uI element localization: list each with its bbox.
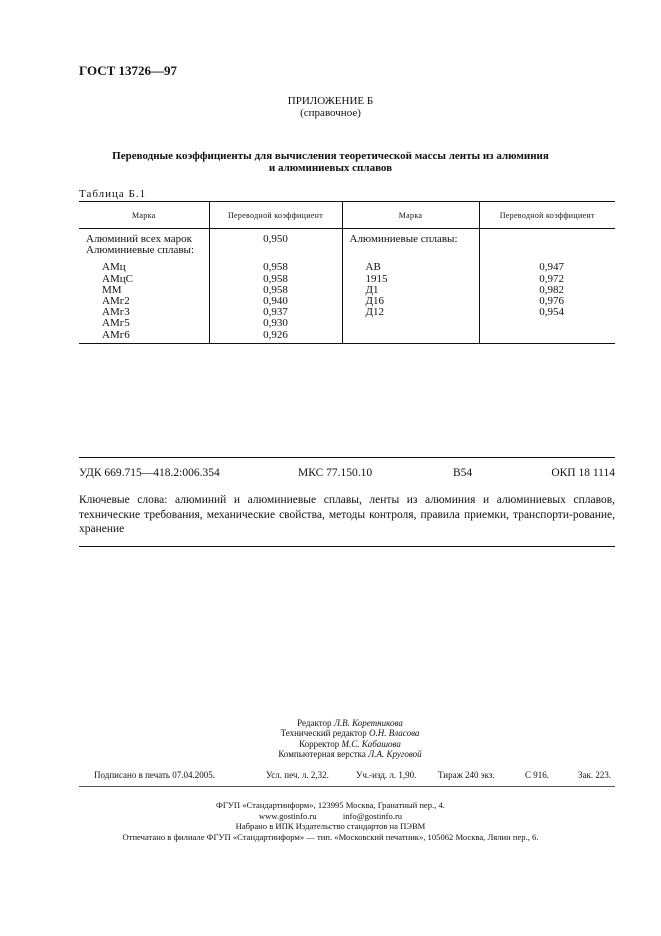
header-coef-right: Переводной коэффициент	[479, 202, 615, 229]
print-run: Тираж 240 экз.	[438, 770, 495, 780]
credit-proofreader: Корректор М.С. Кабашова	[299, 738, 401, 749]
grade-d12: Д12	[365, 306, 385, 319]
grade-amtss: АМцС	[102, 272, 133, 285]
category-code: В54	[453, 467, 473, 479]
publisher-footer	[0, 800, 661, 842]
credit-layout: Компьютерная верстка Л.А. Круговой	[278, 749, 422, 760]
coef-amg5: 0,930	[263, 317, 288, 330]
publisher-email: info@gostinfo.ru	[342, 810, 403, 821]
appendix-block	[0, 95, 661, 119]
grade-1915: 1915	[365, 272, 388, 285]
coef-amg2: 0,940	[263, 295, 288, 308]
mks-code: МКС 77.150.10	[298, 467, 373, 479]
coef-av: 0,947	[539, 261, 564, 274]
appendix-title: ПРИЛОЖЕНИЕ Б	[287, 95, 374, 107]
grade-group-alloys-left: Алюминиевые сплавы:	[86, 244, 195, 257]
table-heading-line1: Переводные коэффициенты для вычисления теоретической массы ленты из алюминия	[112, 150, 549, 162]
table-header-row	[79, 202, 615, 229]
grade-all-aluminum: Алюминий всех марок	[86, 233, 193, 245]
grade-amg5: АМг5	[102, 317, 130, 330]
grade-mm: ММ	[102, 283, 122, 296]
right-coefficients-cell	[479, 229, 615, 344]
coef-1915: 0,972	[539, 272, 564, 285]
divider-footer	[79, 786, 615, 787]
grade-amg6: АМг6	[102, 328, 130, 341]
coef-amtss: 0,958	[263, 272, 288, 285]
table-heading-line2: и алюминиевых сплавов	[268, 162, 393, 174]
table-label: Таблица Б.1	[79, 188, 147, 200]
print-c: С 916.	[525, 770, 550, 780]
right-grades-cell	[342, 229, 479, 344]
table-body-row	[79, 229, 615, 344]
credits-block	[200, 718, 500, 760]
udk-code: УДК 669.715—418.2:006.354	[79, 467, 220, 479]
pub-sheets: Уч.-изд. л. 1,90.	[356, 770, 417, 780]
coefficient-table	[79, 201, 615, 344]
order-number: Зак. 223.	[578, 770, 612, 780]
grade-group-alloys-right: Алюминиевые сплавы:	[349, 233, 458, 245]
left-grades-cell	[79, 229, 209, 344]
typeset-info: Набрано в ИПК Издательство стандартов на ПЭВМ	[235, 821, 426, 831]
conv-sheets: Усл. печ. л. 2,32.	[266, 770, 329, 780]
appendix-subtitle: (справочное)	[300, 107, 361, 119]
grade-amts: АМц	[102, 261, 126, 274]
coef-mm: 0,958	[263, 283, 288, 296]
document-code: ГОСТ 13726—97	[79, 63, 178, 78]
credit-tech-editor: Технический редактор О.Н. Власова	[280, 728, 420, 739]
header-grade-left: Марка	[79, 202, 209, 229]
grade-av: АВ	[365, 261, 381, 274]
coef-amg6: 0,926	[263, 328, 288, 341]
okp-code: ОКП 18 1114	[551, 467, 615, 479]
grade-d16: Д16	[365, 295, 385, 308]
table-heading	[0, 150, 661, 174]
publisher-contacts	[0, 811, 661, 822]
grade-amg3: АМг3	[102, 306, 130, 319]
divider-bottom	[79, 546, 615, 547]
coef-d12: 0,954	[539, 306, 564, 319]
header-grade-right: Марка	[342, 202, 479, 229]
coef-amts: 0,958	[263, 261, 288, 274]
left-coefficients-cell	[209, 229, 342, 344]
publisher-website: www.gostinfo.ru	[258, 810, 317, 821]
coef-all-aluminum: 0,950	[263, 233, 288, 245]
grade-amg2: АМг2	[102, 295, 130, 308]
publisher-address: ФГУП «Стандартинформ», 123995 Москва, Гранатный пер., 4.	[216, 800, 445, 810]
grade-d1: Д1	[365, 283, 379, 296]
printed-info: Отпечатано в филиале ФГУП «Стандартинформ» — тип. «Московский печатник», 105062 Москва, Лялин пер., 6.	[122, 831, 539, 842]
coef-d16: 0,976	[539, 295, 564, 308]
keywords-paragraph: Ключевые слова: алюминий и алюминиевые сплавы, ленты из алюминия и алюминиевых сплавов, технические требования, механические свойства, методы контроля, правила приемки, транспорти-рование, хранение	[79, 494, 615, 536]
coef-amg3: 0,937	[263, 306, 288, 319]
coef-d1: 0,982	[539, 283, 564, 296]
signed-date: Подписано в печать 07.04.2005.	[94, 770, 216, 780]
credit-editor: Редактор Л.В. Коретникова	[297, 718, 403, 728]
header-coef-left: Переводной коэффициент	[209, 202, 342, 229]
divider-top	[79, 457, 615, 458]
